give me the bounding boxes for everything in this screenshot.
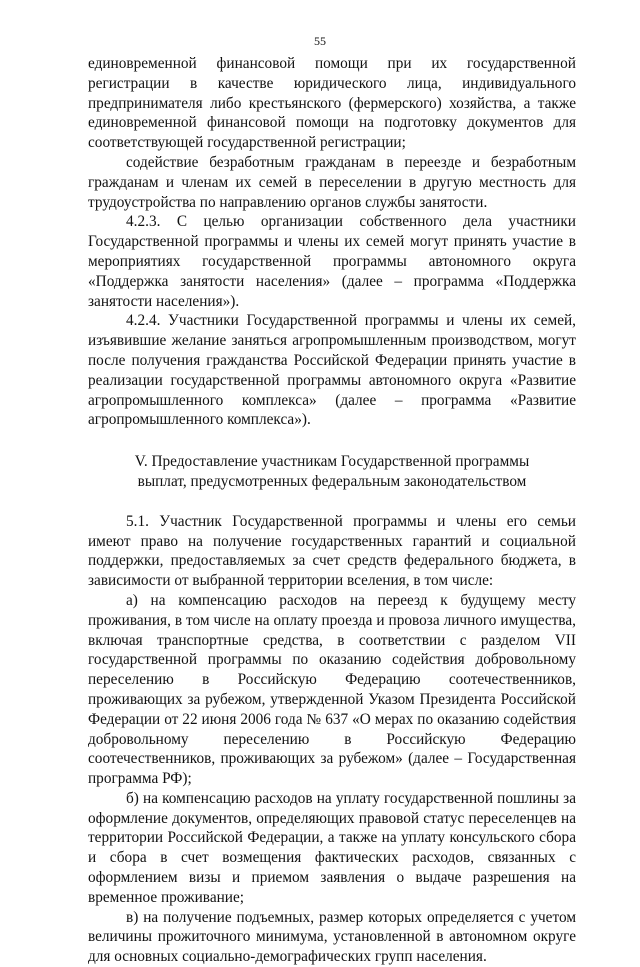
paragraph-5-1: 5.1. Участник Государственной программы и члены его семьи имеют право на получение государственных гарантий и социальной поддержки, предоставляемых за счет средств федерального бюджета, в зависимости от выбранной территории вселения, в том числе: [88,512,576,590]
paragraph-4-2-4: 4.2.4. Участники Государственной программы и члены их семей, изъявившие желание заняться агропромышленным производством, могут после получения гражданства Российской Федерации принять участие в реализации государственной программы автономного округа «Развитие агропромышленного комплекса» (далее – программа «Развитие агропромышленного комплекса»). [88,312,576,429]
section-heading-line-1: V. Предоставление участникам Государственной программы [134,453,530,471]
paragraph-4-2-3: 4.2.3. С целью организации собственного дела участники Государственной программы и члены их семей могут принять участие в мероприятиях государственной программы автономного округа «Поддержка занятости населения» (далее – программа «Поддержка занятости населения»). [88,213,576,310]
paragraph-item-v: в) на получение подъемных, размер которых определяется с учетом величины прожиточного минимума, установленной в автономном округе для основных социально-демографических групп населения. [88,908,576,966]
page-number: 55 [314,34,326,48]
document-body [88,54,576,967]
section-heading-line-2: выплат, предусмотренных федеральным законодательством [137,472,527,490]
paragraph-employment-assistance: содействие безработным гражданам в переезде и безработным гражданам и членам их семей в переселении в другую местность для трудоустройства по направлению органов службы занятости. [88,153,576,211]
section-heading [88,452,576,492]
paragraph-item-b: б) на компенсацию расходов на уплату государственной пошлины за оформление документов, определяющих правовой статус переселенцев на территории Российской Федерации, а также на уплату консульского сбора и сбора в счет возмещения фактических расходов, связанных с оформлением визы и приемом заявления о выдаче разрешения на временное проживание; [88,789,576,906]
paragraph-item-a: а) на компенсацию расходов на переезд к будущему месту проживания, в том числе на оплату проезда и провоза личного имущества, включая транспортные средства, в соответствии с разделом VII государственной программы по оказанию содействия добровольному переселению в Российскую Федерацию соотечественников, проживающих за рубежом, утвержденной Указом Президента Российской Федерации от 22 июня 2006 года № 637 «О мерах по оказанию содействия добровольному переселению в Российскую Федерацию соотечественников, проживающих за рубежом» (далее – Государственная программа РФ); [88,591,576,788]
paragraph-continuation: единовременной финансовой помощи при их государственной регистрации в качестве юридического лица, индивидуального предпринимателя либо крестьянского (фермерского) хозяйства, а также единовременной финансовой помощи на подготовку документов для соответствующей государственной регистрации; [88,55,576,152]
